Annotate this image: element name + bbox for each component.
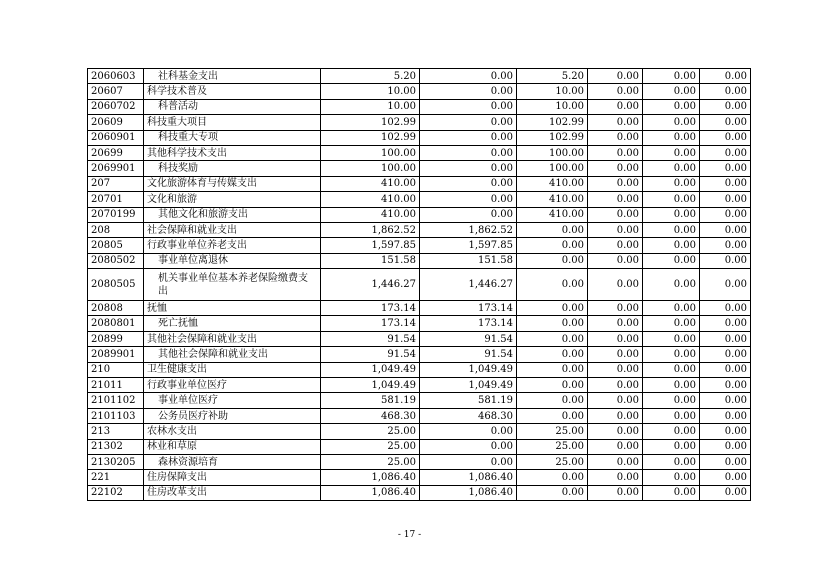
cell-col6: 0.00 [700, 161, 751, 176]
cell-project: 0.00 [517, 485, 588, 500]
cell-col5: 0.00 [643, 470, 700, 485]
cell-project: 410.00 [517, 192, 588, 207]
cell-col5: 0.00 [643, 439, 700, 454]
table-row [88, 253, 751, 268]
cell-project: 0.00 [517, 408, 588, 423]
cell-total: 100.00 [321, 161, 420, 176]
cell-col5: 0.00 [643, 99, 700, 114]
cell-project: 0.00 [517, 269, 588, 301]
cell-total: 10.00 [321, 99, 420, 114]
cell-basic: 1,597.85 [420, 238, 517, 253]
cell-col5: 0.00 [643, 161, 700, 176]
cell-code: 20899 [88, 331, 144, 346]
cell-col4: 0.00 [588, 393, 643, 408]
cell-col4: 0.00 [588, 130, 643, 145]
cell-basic: 151.58 [420, 253, 517, 268]
cell-project: 0.00 [517, 316, 588, 331]
cell-name: 科技重大专项 [144, 130, 321, 145]
cell-code: 2060901 [88, 130, 144, 145]
cell-col6: 0.00 [700, 316, 751, 331]
cell-total: 1,049.49 [321, 362, 420, 377]
cell-project: 410.00 [517, 176, 588, 191]
cell-col6: 0.00 [700, 207, 751, 222]
cell-project: 0.00 [517, 393, 588, 408]
cell-col6: 0.00 [700, 331, 751, 346]
table-row [88, 347, 751, 362]
cell-col6: 0.00 [700, 192, 751, 207]
table-row [88, 362, 751, 377]
cell-basic: 173.14 [420, 301, 517, 316]
cell-project: 100.00 [517, 145, 588, 160]
table-row [88, 69, 751, 84]
cell-total: 410.00 [321, 207, 420, 222]
cell-col6: 0.00 [700, 408, 751, 423]
cell-name: 社会保障和就业支出 [144, 222, 321, 237]
cell-project: 0.00 [517, 470, 588, 485]
table-row [88, 222, 751, 237]
cell-basic: 0.00 [420, 207, 517, 222]
cell-total: 173.14 [321, 301, 420, 316]
cell-total: 100.00 [321, 145, 420, 160]
cell-col4: 0.00 [588, 347, 643, 362]
cell-name: 卫生健康支出 [144, 362, 321, 377]
cell-name: 住房改革支出 [144, 485, 321, 500]
cell-col5: 0.00 [643, 347, 700, 362]
cell-total: 25.00 [321, 439, 420, 454]
cell-code: 20701 [88, 192, 144, 207]
cell-name: 农林水支出 [144, 424, 321, 439]
cell-col5: 0.00 [643, 192, 700, 207]
cell-col4: 0.00 [588, 408, 643, 423]
cell-name: 社科基金支出 [144, 69, 321, 84]
table-row [88, 454, 751, 469]
cell-total: 468.30 [321, 408, 420, 423]
cell-code: 2130205 [88, 454, 144, 469]
table-row [88, 378, 751, 393]
table-row [88, 269, 751, 301]
cell-col4: 0.00 [588, 439, 643, 454]
cell-code: 20609 [88, 115, 144, 130]
cell-code: 221 [88, 470, 144, 485]
cell-col6: 0.00 [700, 130, 751, 145]
cell-col4: 0.00 [588, 362, 643, 377]
cell-name: 其他科学技术支出 [144, 145, 321, 160]
cell-col6: 0.00 [700, 269, 751, 301]
cell-project: 0.00 [517, 253, 588, 268]
cell-col4: 0.00 [588, 222, 643, 237]
cell-total: 1,446.27 [321, 269, 420, 301]
cell-basic: 1,049.49 [420, 362, 517, 377]
cell-col5: 0.00 [643, 115, 700, 130]
cell-total: 173.14 [321, 316, 420, 331]
cell-col6: 0.00 [700, 253, 751, 268]
cell-col4: 0.00 [588, 115, 643, 130]
cell-code: 2080801 [88, 316, 144, 331]
cell-col4: 0.00 [588, 301, 643, 316]
cell-name: 科技重大项目 [144, 115, 321, 130]
cell-name: 公务员医疗补助 [144, 408, 321, 423]
cell-project: 410.00 [517, 207, 588, 222]
cell-total: 1,086.40 [321, 485, 420, 500]
cell-basic: 1,086.40 [420, 470, 517, 485]
cell-code: 208 [88, 222, 144, 237]
cell-col4: 0.00 [588, 378, 643, 393]
cell-col6: 0.00 [700, 69, 751, 84]
cell-total: 25.00 [321, 424, 420, 439]
cell-project: 0.00 [517, 238, 588, 253]
cell-col5: 0.00 [643, 207, 700, 222]
cell-code: 2060603 [88, 69, 144, 84]
cell-col6: 0.00 [700, 347, 751, 362]
cell-col5: 0.00 [643, 238, 700, 253]
cell-col6: 0.00 [700, 454, 751, 469]
table-row [88, 176, 751, 191]
cell-project: 0.00 [517, 222, 588, 237]
cell-col6: 0.00 [700, 485, 751, 500]
cell-project: 10.00 [517, 99, 588, 114]
cell-col5: 0.00 [643, 378, 700, 393]
cell-code: 20808 [88, 301, 144, 316]
cell-basic: 91.54 [420, 347, 517, 362]
cell-name: 行政事业单位养老支出 [144, 238, 321, 253]
table-body [88, 69, 751, 501]
cell-basic: 1,086.40 [420, 485, 517, 500]
cell-col5: 0.00 [643, 362, 700, 377]
table-row [88, 207, 751, 222]
cell-total: 151.58 [321, 253, 420, 268]
cell-basic: 0.00 [420, 439, 517, 454]
cell-name: 科学技术普及 [144, 84, 321, 99]
cell-total: 1,049.49 [321, 378, 420, 393]
table-row [88, 238, 751, 253]
cell-col6: 0.00 [700, 378, 751, 393]
table-row [88, 439, 751, 454]
cell-col4: 0.00 [588, 470, 643, 485]
cell-name: 文化旅游体育与传媒支出 [144, 176, 321, 191]
cell-col5: 0.00 [643, 84, 700, 99]
cell-project: 25.00 [517, 454, 588, 469]
cell-col5: 0.00 [643, 145, 700, 160]
cell-total: 91.54 [321, 331, 420, 346]
cell-col5: 0.00 [643, 424, 700, 439]
cell-project: 0.00 [517, 301, 588, 316]
cell-col4: 0.00 [588, 99, 643, 114]
cell-col6: 0.00 [700, 84, 751, 99]
cell-basic: 0.00 [420, 130, 517, 145]
table-row [88, 301, 751, 316]
cell-col4: 0.00 [588, 485, 643, 500]
table-row [88, 470, 751, 485]
cell-total: 1,597.85 [321, 238, 420, 253]
cell-basic: 468.30 [420, 408, 517, 423]
cell-project: 0.00 [517, 347, 588, 362]
cell-col5: 0.00 [643, 408, 700, 423]
table-row [88, 99, 751, 114]
cell-name: 文化和旅游 [144, 192, 321, 207]
cell-col4: 0.00 [588, 69, 643, 84]
cell-project: 5.20 [517, 69, 588, 84]
table-row [88, 130, 751, 145]
cell-name: 科普活动 [144, 99, 321, 114]
cell-basic: 0.00 [420, 115, 517, 130]
cell-col6: 0.00 [700, 301, 751, 316]
cell-code: 20805 [88, 238, 144, 253]
table-row [88, 115, 751, 130]
cell-total: 102.99 [321, 130, 420, 145]
cell-project: 10.00 [517, 84, 588, 99]
cell-name: 抚恤 [144, 301, 321, 316]
table-row [88, 331, 751, 346]
cell-col4: 0.00 [588, 269, 643, 301]
cell-total: 1,086.40 [321, 470, 420, 485]
table-row [88, 192, 751, 207]
table-row [88, 161, 751, 176]
table-row [88, 393, 751, 408]
cell-col6: 0.00 [700, 424, 751, 439]
cell-col4: 0.00 [588, 424, 643, 439]
cell-basic: 0.00 [420, 454, 517, 469]
cell-col5: 0.00 [643, 485, 700, 500]
cell-project: 0.00 [517, 362, 588, 377]
cell-col4: 0.00 [588, 316, 643, 331]
cell-total: 5.20 [321, 69, 420, 84]
cell-project: 102.99 [517, 115, 588, 130]
cell-code: 2069901 [88, 161, 144, 176]
cell-basic: 0.00 [420, 69, 517, 84]
cell-code: 21302 [88, 439, 144, 454]
cell-code: 207 [88, 176, 144, 191]
table-row [88, 408, 751, 423]
cell-basic: 0.00 [420, 161, 517, 176]
cell-col4: 0.00 [588, 176, 643, 191]
cell-code: 2089901 [88, 347, 144, 362]
cell-col5: 0.00 [643, 393, 700, 408]
cell-col4: 0.00 [588, 84, 643, 99]
table-row [88, 84, 751, 99]
cell-project: 25.00 [517, 439, 588, 454]
cell-code: 2070199 [88, 207, 144, 222]
table-row [88, 424, 751, 439]
cell-name: 其他文化和旅游支出 [144, 207, 321, 222]
cell-col5: 0.00 [643, 176, 700, 191]
table-row [88, 145, 751, 160]
cell-name: 行政事业单位医疗 [144, 378, 321, 393]
cell-name: 死亡抚恤 [144, 316, 321, 331]
cell-basic: 0.00 [420, 424, 517, 439]
cell-total: 581.19 [321, 393, 420, 408]
cell-col4: 0.00 [588, 192, 643, 207]
cell-col4: 0.00 [588, 145, 643, 160]
cell-col5: 0.00 [643, 316, 700, 331]
cell-basic: 1,446.27 [420, 269, 517, 301]
cell-col6: 0.00 [700, 176, 751, 191]
cell-total: 410.00 [321, 176, 420, 191]
cell-basic: 1,862.52 [420, 222, 517, 237]
cell-col5: 0.00 [643, 253, 700, 268]
cell-col4: 0.00 [588, 253, 643, 268]
cell-code: 2080505 [88, 269, 144, 301]
cell-col4: 0.00 [588, 331, 643, 346]
cell-col6: 0.00 [700, 362, 751, 377]
cell-project: 102.99 [517, 130, 588, 145]
cell-col6: 0.00 [700, 238, 751, 253]
cell-code: 210 [88, 362, 144, 377]
cell-name: 事业单位离退休 [144, 253, 321, 268]
cell-code: 20699 [88, 145, 144, 160]
cell-code: 2060702 [88, 99, 144, 114]
table-row [88, 485, 751, 500]
cell-col6: 0.00 [700, 439, 751, 454]
cell-code: 2080502 [88, 253, 144, 268]
cell-basic: 173.14 [420, 316, 517, 331]
cell-col5: 0.00 [643, 454, 700, 469]
cell-col4: 0.00 [588, 207, 643, 222]
cell-col4: 0.00 [588, 454, 643, 469]
cell-col5: 0.00 [643, 331, 700, 346]
cell-code: 21011 [88, 378, 144, 393]
cell-project: 100.00 [517, 161, 588, 176]
cell-name: 事业单位医疗 [144, 393, 321, 408]
cell-name: 住房保障支出 [144, 470, 321, 485]
cell-code: 213 [88, 424, 144, 439]
cell-project: 0.00 [517, 331, 588, 346]
cell-basic: 581.19 [420, 393, 517, 408]
cell-col6: 0.00 [700, 222, 751, 237]
cell-name: 科技奖励 [144, 161, 321, 176]
cell-code: 2101102 [88, 393, 144, 408]
cell-col4: 0.00 [588, 161, 643, 176]
cell-total: 91.54 [321, 347, 420, 362]
cell-basic: 0.00 [420, 84, 517, 99]
cell-basic: 0.00 [420, 192, 517, 207]
cell-code: 2101103 [88, 408, 144, 423]
cell-code: 22102 [88, 485, 144, 500]
cell-name: 其他社会保障和就业支出 [144, 331, 321, 346]
cell-col5: 0.00 [643, 269, 700, 301]
cell-total: 10.00 [321, 84, 420, 99]
cell-col4: 0.00 [588, 238, 643, 253]
cell-name: 其他社会保障和就业支出 [144, 347, 321, 362]
cell-col6: 0.00 [700, 145, 751, 160]
cell-name: 机关事业单位基本养老保险缴费支出 [144, 269, 321, 301]
cell-col5: 0.00 [643, 130, 700, 145]
cell-col6: 0.00 [700, 393, 751, 408]
cell-basic: 0.00 [420, 145, 517, 160]
table-row [88, 316, 751, 331]
cell-total: 1,862.52 [321, 222, 420, 237]
cell-name: 森林资源培育 [144, 454, 321, 469]
cell-total: 410.00 [321, 192, 420, 207]
cell-col6: 0.00 [700, 99, 751, 114]
cell-basic: 91.54 [420, 331, 517, 346]
cell-project: 25.00 [517, 424, 588, 439]
cell-name: 林业和草原 [144, 439, 321, 454]
cell-col6: 0.00 [700, 115, 751, 130]
cell-col6: 0.00 [700, 470, 751, 485]
cell-project: 0.00 [517, 378, 588, 393]
budget-table [87, 68, 751, 501]
cell-basic: 1,049.49 [420, 378, 517, 393]
cell-basic: 0.00 [420, 99, 517, 114]
cell-total: 25.00 [321, 454, 420, 469]
cell-col5: 0.00 [643, 222, 700, 237]
cell-col5: 0.00 [643, 301, 700, 316]
cell-total: 102.99 [321, 115, 420, 130]
cell-basic: 0.00 [420, 176, 517, 191]
page-number: - 17 - [397, 530, 422, 540]
cell-code: 20607 [88, 84, 144, 99]
cell-col5: 0.00 [643, 69, 700, 84]
